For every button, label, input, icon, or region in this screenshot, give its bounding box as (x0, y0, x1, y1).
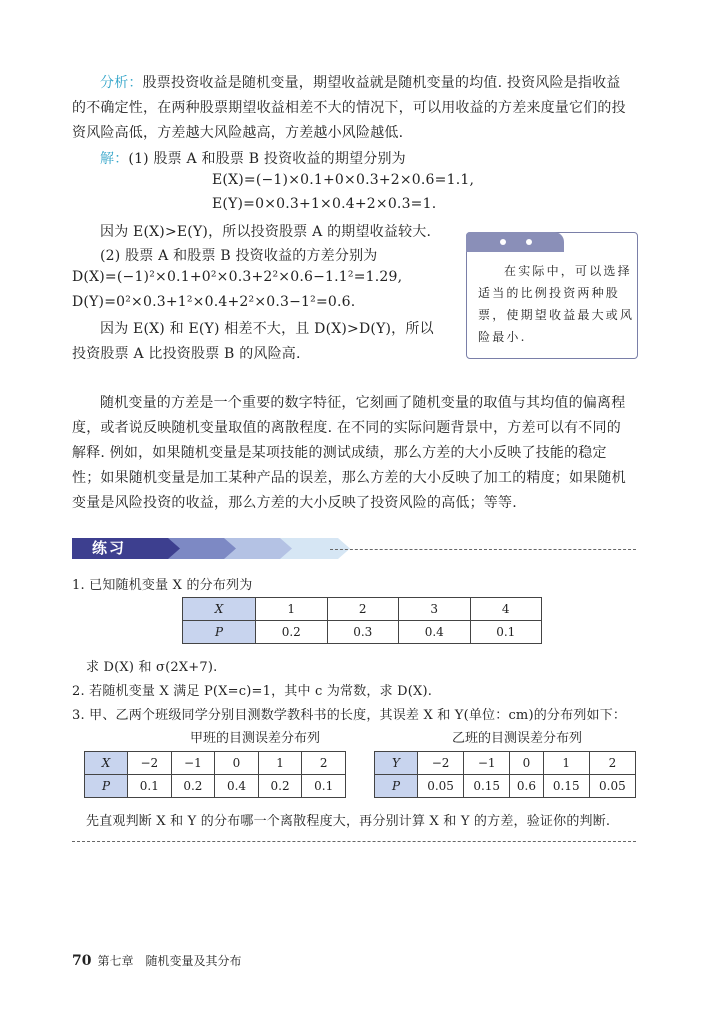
paragraph-line-2: 度，或者说反映随机变量取值的离散程度. 在不同的实际问题背景中，方差可以有不同的 (72, 420, 621, 436)
banner-arrow-segment (72, 538, 182, 559)
table-cell: 0.1 (302, 775, 346, 798)
analysis-line-2: 的不确定性，在两种股票期望收益相差不大的情况下，可以用收益的方差来度量它们的投 (72, 100, 626, 116)
table-row (375, 752, 636, 775)
table-cell: 0.4 (215, 775, 259, 798)
table-cell: −2 (418, 752, 464, 775)
note-dot-icon (526, 239, 532, 245)
table-a-caption: 甲班的目测误差分布列 (190, 731, 321, 746)
dashed-rule (330, 549, 636, 550)
table-cell: 1 (543, 752, 589, 775)
equation-ey: E(Y)=0×0.3+1×0.4+2×0.3=1. (212, 196, 437, 212)
note-line-2: 适当的比例投资两种股 (478, 286, 621, 300)
distribution-table-1 (182, 597, 542, 644)
note-line-4: 险最小. (478, 330, 527, 344)
table-cell: 4 (470, 598, 542, 621)
table-cell: 0.3 (327, 621, 399, 644)
table-cell: 0.2 (258, 775, 302, 798)
paragraph-line-1: 随机变量的方差是一个重要的数字特征，它刻画了随机变量的取值与其均值的偏离程 (100, 395, 626, 411)
table-cell: 0.1 (470, 621, 542, 644)
table-cell: 0.15 (464, 775, 510, 798)
analysis-line-3: 资风险高低，方差越大风险越高，方差越小风险越低. (72, 125, 404, 141)
table-cell: 0.2 (256, 621, 328, 644)
question-1-ask: 求 D(X) 和 σ(2X+7). (86, 660, 218, 675)
solution-line-2: 因为 E(X)>E(Y)，所以投资股票 A 的期望收益较大. (100, 224, 432, 240)
table-cell: 0.6 (510, 775, 543, 798)
table-cell: −1 (171, 752, 215, 775)
table-cell: Y (375, 752, 418, 775)
table-row (375, 775, 636, 798)
question-3: 3. 甲、乙两个班级同学分别目测数学教科书的长度，其误差 X 和 Y(单位：cm)的分布列如下： (72, 708, 627, 723)
solution-line-5: 投资股票 A 比投资股票 B 的风险高. (72, 346, 301, 362)
table-row (183, 621, 542, 644)
table-cell: 0 (510, 752, 543, 775)
table-cell: X (85, 752, 128, 775)
analysis-line-1: 分析：股票投资收益是随机变量，期望收益就是随机变量的均值. 投资风险是指收益 (100, 75, 621, 91)
analysis-label: 分析： (100, 75, 143, 91)
dashed-rule-bottom (72, 841, 636, 842)
table-cell: 2 (589, 752, 635, 775)
solution-line-3: (2) 股票 A 和股票 B 投资收益的方差分别为 (100, 248, 378, 264)
table-cell: 0.15 (543, 775, 589, 798)
page-number: 70 (72, 953, 92, 969)
table-cell: 0.2 (171, 775, 215, 798)
table-cell: P (85, 775, 128, 798)
table-row (85, 775, 346, 798)
paragraph-line-5: 变量是风险投资的收益，那么方差的大小反映了投资风险的高低；等等. (72, 495, 517, 511)
table-row (183, 598, 542, 621)
equation-ex: E(X)=(−1)×0.1+0×0.3+2×0.6=1.1, (212, 172, 475, 188)
solution-label: 解： (100, 151, 129, 167)
question-3-ask: 先直观判断 X 和 Y 的分布哪一个离散程度大，再分别计算 X 和 Y 的方差，验证你的判断. (86, 814, 611, 829)
distribution-table-b (374, 751, 636, 798)
table-cell: 1 (256, 598, 328, 621)
note-line-1: 在实际中，可以选择 (504, 264, 632, 278)
table-cell: 2 (302, 752, 346, 775)
table-cell: 0.1 (128, 775, 172, 798)
table-cell: 0 (215, 752, 259, 775)
question-1: 1. 已知随机变量 X 的分布列为 (72, 578, 253, 593)
table-cell: X (183, 598, 256, 621)
solution-line-1: 解：(1) 股票 A 和股票 B 投资收益的期望分别为 (100, 151, 406, 167)
table-cell: P (183, 621, 256, 644)
table-b-caption: 乙班的目测误差分布列 (452, 731, 583, 746)
table-cell: 2 (327, 598, 399, 621)
table-cell: 0.05 (589, 775, 635, 798)
note-line-3: 票，使期望收益最大或风 (478, 308, 635, 322)
solution-line-4: 因为 E(X) 和 E(Y) 相差不大，且 D(X)>D(Y)，所以 (100, 321, 434, 337)
table-cell: 0.4 (399, 621, 471, 644)
table-cell: −2 (128, 752, 172, 775)
equation-dx: D(X)=(−1)²×0.1+0²×0.3+2²×0.6−1.1²=1.29, (72, 269, 403, 285)
note-dot-icon (500, 239, 506, 245)
question-2: 2. 若随机变量 X 满足 P(X=c)=1，其中 c 为常数，求 D(X). (72, 684, 433, 699)
distribution-table-a (84, 751, 346, 798)
page-footer (72, 952, 242, 969)
table-cell: −1 (464, 752, 510, 775)
chapter-title: 第七章 随机变量及其分布 (97, 954, 242, 968)
practice-title: 练习 (92, 539, 127, 557)
table-cell: 3 (399, 598, 471, 621)
equation-dy: D(Y)=0²×0.3+1²×0.4+2²×0.3−1²=0.6. (72, 294, 356, 310)
table-cell: 0.05 (418, 775, 464, 798)
paragraph-line-4: 性；如果随机变量是加工某种产品的误差，那么方差的大小反映了加工的精度；如果随机 (72, 470, 626, 486)
side-note-tab (466, 232, 564, 252)
table-cell: P (375, 775, 418, 798)
table-row (85, 752, 346, 775)
table-cell: 1 (258, 752, 302, 775)
paragraph-line-3: 解释. 例如，如果随机变量是某项技能的测试成绩，那么方差的大小反映了技能的稳定 (72, 445, 607, 461)
